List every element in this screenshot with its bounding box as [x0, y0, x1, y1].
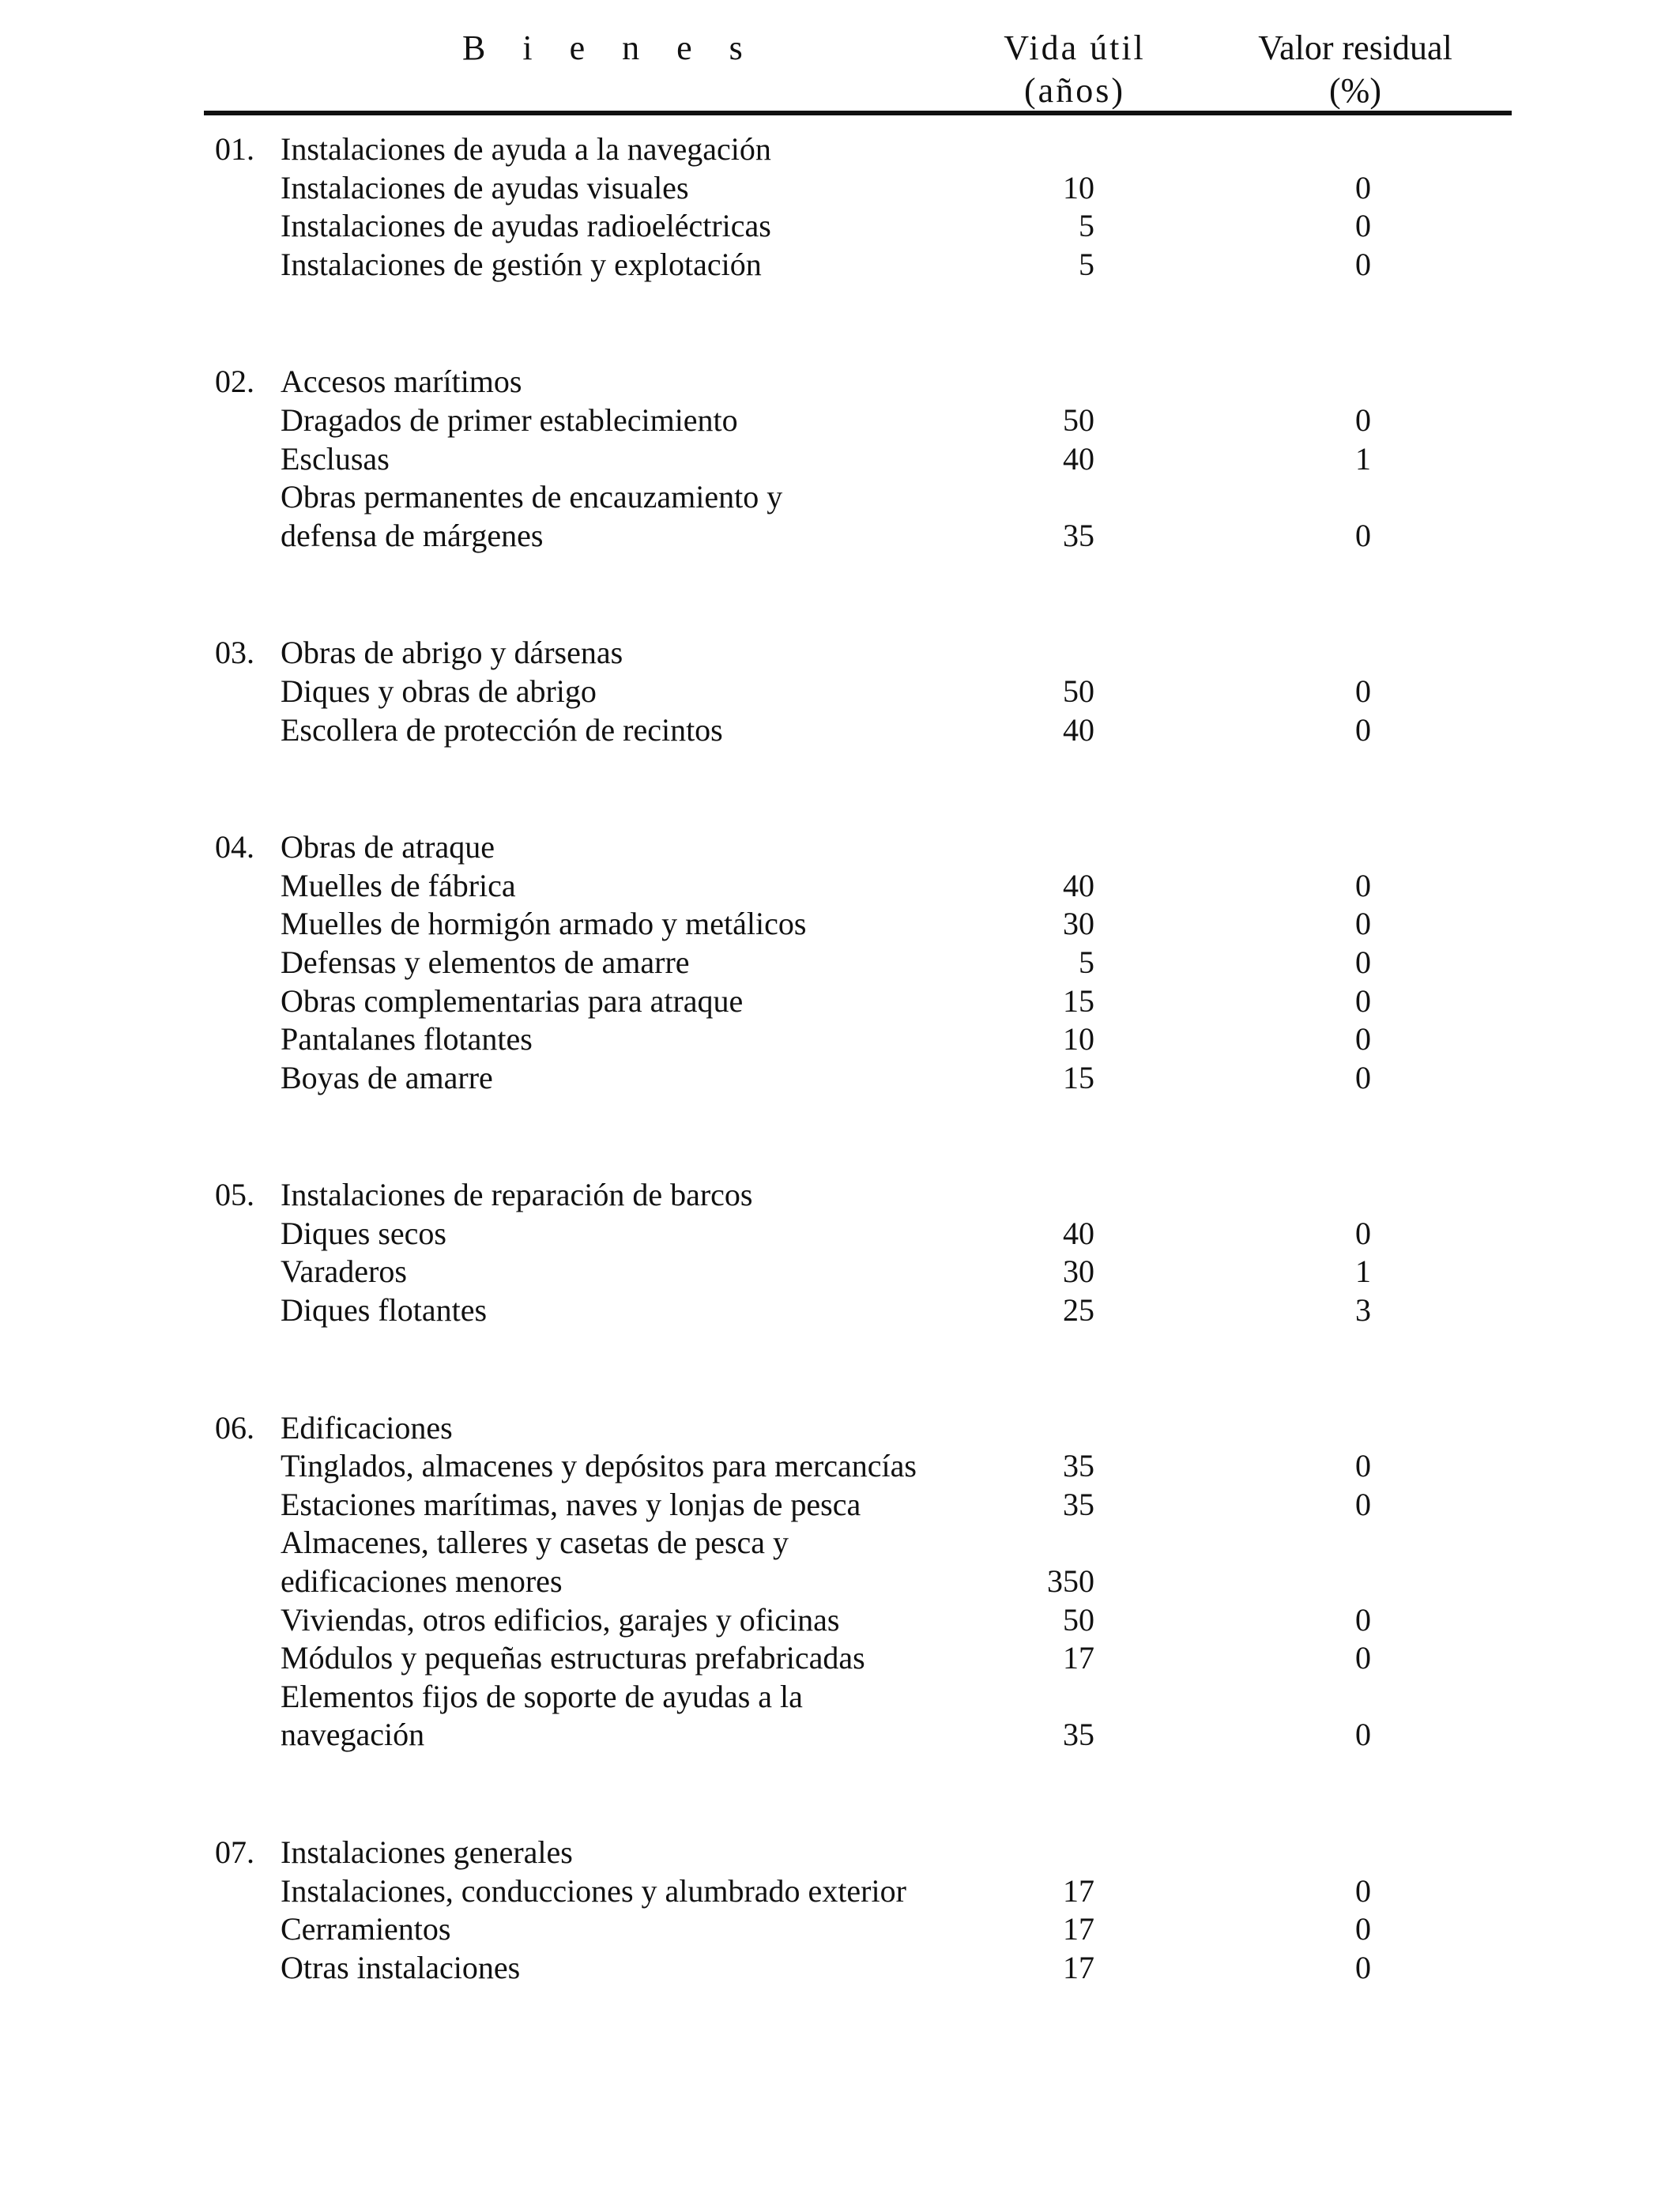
header-rule	[204, 111, 1512, 115]
vida-util-value: 40	[1063, 440, 1094, 477]
section-title: Edificaciones	[281, 1409, 453, 1446]
section-number: 07.	[215, 1834, 254, 1870]
table-row	[0, 867, 1680, 906]
item-label: Pantalanes flotantes	[281, 1021, 533, 1057]
item-label: Tinglados, almacenes y depósitos para mercancías	[281, 1448, 917, 1484]
item-label: Obras complementarias para atraque	[281, 982, 744, 1019]
table-row	[0, 1215, 1680, 1253]
section-group	[0, 1176, 1680, 1329]
vida-util-value: 10	[1063, 1021, 1094, 1057]
vida-util-value: 50	[1063, 1601, 1094, 1638]
vida-util-value: 17	[1063, 1911, 1094, 1947]
item-label: Almacenes, talleres y casetas de pesca y	[281, 1525, 789, 1561]
item-label: Instalaciones, conducciones y alumbrado exterior	[281, 1872, 906, 1909]
vida-util-value: 40	[1063, 1215, 1094, 1251]
item-label: Módulos y pequeñas estructuras prefabricadas	[281, 1640, 865, 1676]
table-row	[0, 1486, 1680, 1525]
section-group	[0, 828, 1680, 1097]
table-row	[0, 1253, 1680, 1291]
item-label: Otras instalaciones	[281, 1949, 521, 1985]
vida-util-value: 17	[1063, 1640, 1094, 1676]
section-group	[0, 1834, 1680, 1987]
item-label: Instalaciones de gestión y explotación	[281, 246, 762, 282]
vida-util-value: 35	[1063, 517, 1094, 553]
item-label: Viviendas, otros edificios, garajes y oficinas	[281, 1601, 840, 1638]
valor-residual-value: 1	[1355, 440, 1371, 477]
vida-util-value: 35	[1063, 1717, 1094, 1753]
vida-util-value: 15	[1063, 1059, 1094, 1095]
vida-util-value: 5	[1079, 246, 1094, 282]
section-number: 06.	[215, 1409, 254, 1446]
item-label: Esclusas	[281, 440, 390, 477]
item-label: Obras permanentes de encauzamiento y	[281, 479, 783, 515]
valor-residual-value: 0	[1355, 673, 1371, 709]
header-vida-util-line2: (años)	[1024, 71, 1125, 110]
table-row	[0, 440, 1680, 479]
valor-residual-value: 0	[1355, 1911, 1371, 1947]
table-row	[0, 246, 1680, 285]
valor-residual-value: 1	[1355, 1253, 1371, 1290]
table-row	[0, 1949, 1680, 1988]
table-row	[0, 207, 1680, 246]
item-label: Defensas y elementos de amarre	[281, 944, 690, 980]
table-row	[0, 1601, 1680, 1640]
table-row	[0, 711, 1680, 750]
vida-util-value: 17	[1063, 1872, 1094, 1909]
vida-util-value: 5	[1079, 208, 1094, 244]
item-label: edificaciones menores	[281, 1563, 563, 1600]
table-row	[0, 1716, 1680, 1755]
table-row	[0, 905, 1680, 944]
header-vida-util	[960, 27, 1189, 112]
vida-util-value: 25	[1063, 1292, 1094, 1329]
table-row	[0, 1678, 1680, 1717]
valor-residual-value: 0	[1355, 1448, 1371, 1484]
table-row	[0, 169, 1680, 208]
valor-residual-value: 0	[1355, 867, 1371, 903]
table-row	[0, 1872, 1680, 1911]
section-number: 01.	[215, 131, 254, 167]
header-valor-residual-line1: Valor residual	[1258, 28, 1452, 67]
section-title: Instalaciones de reparación de barcos	[281, 1177, 753, 1213]
item-label: Instalaciones de ayudas visuales	[281, 169, 689, 205]
vida-util-value: 40	[1063, 711, 1094, 748]
vida-util-value: 17	[1063, 1949, 1094, 1985]
valor-residual-value: 0	[1355, 1059, 1371, 1095]
section-title: Instalaciones de ayuda a la navegación	[281, 131, 771, 167]
vida-util-value: 40	[1063, 867, 1094, 903]
valor-residual-value: 0	[1355, 246, 1371, 282]
valor-residual-value: 0	[1355, 1215, 1371, 1251]
section-heading	[0, 1834, 1680, 1872]
table-row	[0, 673, 1680, 711]
table-row	[0, 982, 1680, 1021]
item-label: navegación	[281, 1717, 425, 1753]
valor-residual-value: 0	[1355, 944, 1371, 980]
item-label: Escollera de protección de recintos	[281, 711, 723, 748]
section-number: 03.	[215, 635, 254, 671]
item-label: Dragados de primer establecimiento	[281, 401, 738, 438]
table-row	[0, 1020, 1680, 1059]
valor-residual-value: 0	[1355, 517, 1371, 553]
item-label: Muelles de hormigón armado y metálicos	[281, 906, 807, 942]
valor-residual-value: 0	[1355, 401, 1371, 438]
table-row	[0, 1524, 1680, 1563]
valor-residual-value: 0	[1355, 906, 1371, 942]
asset-table	[0, 130, 1680, 2066]
section-number: 02.	[215, 364, 254, 400]
section-number: 04.	[215, 829, 254, 865]
table-row	[0, 944, 1680, 982]
table-row	[0, 401, 1680, 440]
item-label: Estaciones marítimas, naves y lonjas de pesca	[281, 1486, 861, 1522]
valor-residual-value: 0	[1355, 169, 1371, 205]
section-heading	[0, 363, 1680, 401]
header-valor-residual-line2: (%)	[1329, 71, 1381, 110]
section-title: Instalaciones generales	[281, 1834, 573, 1870]
vida-util-value: 50	[1063, 673, 1094, 709]
section-heading	[0, 1409, 1680, 1448]
vida-util-value: 15	[1063, 982, 1094, 1019]
item-label: Diques secos	[281, 1215, 446, 1251]
valor-residual-value: 0	[1355, 1640, 1371, 1676]
valor-residual-value: 0	[1355, 711, 1371, 748]
section-heading	[0, 634, 1680, 673]
section-title: Obras de atraque	[281, 829, 495, 865]
table-row	[0, 1447, 1680, 1486]
vida-util-value: 35	[1063, 1448, 1094, 1484]
header-valor-residual	[1237, 27, 1474, 112]
section-title: Obras de abrigo y dársenas	[281, 635, 623, 671]
table-row	[0, 478, 1680, 517]
section-number: 05.	[215, 1177, 254, 1213]
header-vida-util-line1: Vida útil	[1004, 28, 1146, 67]
valor-residual-value: 0	[1355, 1717, 1371, 1753]
table-row	[0, 1291, 1680, 1330]
table-row	[0, 1059, 1680, 1098]
table-row	[0, 1910, 1680, 1949]
valor-residual-value: 0	[1355, 1872, 1371, 1909]
vida-util-value: 5	[1079, 944, 1094, 980]
item-label: Varaderos	[281, 1253, 407, 1290]
item-label: Diques y obras de abrigo	[281, 673, 597, 709]
table-row	[0, 1563, 1680, 1601]
section-title: Accesos marítimos	[281, 364, 522, 400]
valor-residual-value: 0	[1355, 1021, 1371, 1057]
section-group	[0, 1409, 1680, 1755]
item-label: Cerramientos	[281, 1911, 451, 1947]
table-row	[0, 517, 1680, 556]
header-bienes: B i e n e s	[462, 28, 757, 67]
valor-residual-value: 0	[1355, 208, 1371, 244]
section-heading	[0, 828, 1680, 867]
vida-util-value: 350	[1047, 1563, 1094, 1600]
valor-residual-value: 0	[1355, 1949, 1371, 1985]
valor-residual-value: 3	[1355, 1292, 1371, 1329]
vida-util-value: 10	[1063, 169, 1094, 205]
item-label: Elementos fijos de soporte de ayudas a la	[281, 1678, 803, 1714]
vida-util-value: 30	[1063, 1253, 1094, 1290]
valor-residual-value: 0	[1355, 1486, 1371, 1522]
section-group	[0, 130, 1680, 284]
item-label: Boyas de amarre	[281, 1059, 493, 1095]
valor-residual-value: 0	[1355, 982, 1371, 1019]
vida-util-value: 30	[1063, 906, 1094, 942]
item-label: Diques flotantes	[281, 1292, 488, 1329]
section-heading	[0, 130, 1680, 169]
section-group	[0, 634, 1680, 749]
vida-util-value: 50	[1063, 401, 1094, 438]
section-heading	[0, 1176, 1680, 1215]
valor-residual-value: 0	[1355, 1601, 1371, 1638]
section-group	[0, 363, 1680, 555]
table-row	[0, 1639, 1680, 1678]
vida-util-value: 35	[1063, 1486, 1094, 1522]
item-label: Instalaciones de ayudas radioeléctricas	[281, 208, 771, 244]
item-label: Muelles de fábrica	[281, 867, 516, 903]
item-label: defensa de márgenes	[281, 517, 544, 553]
